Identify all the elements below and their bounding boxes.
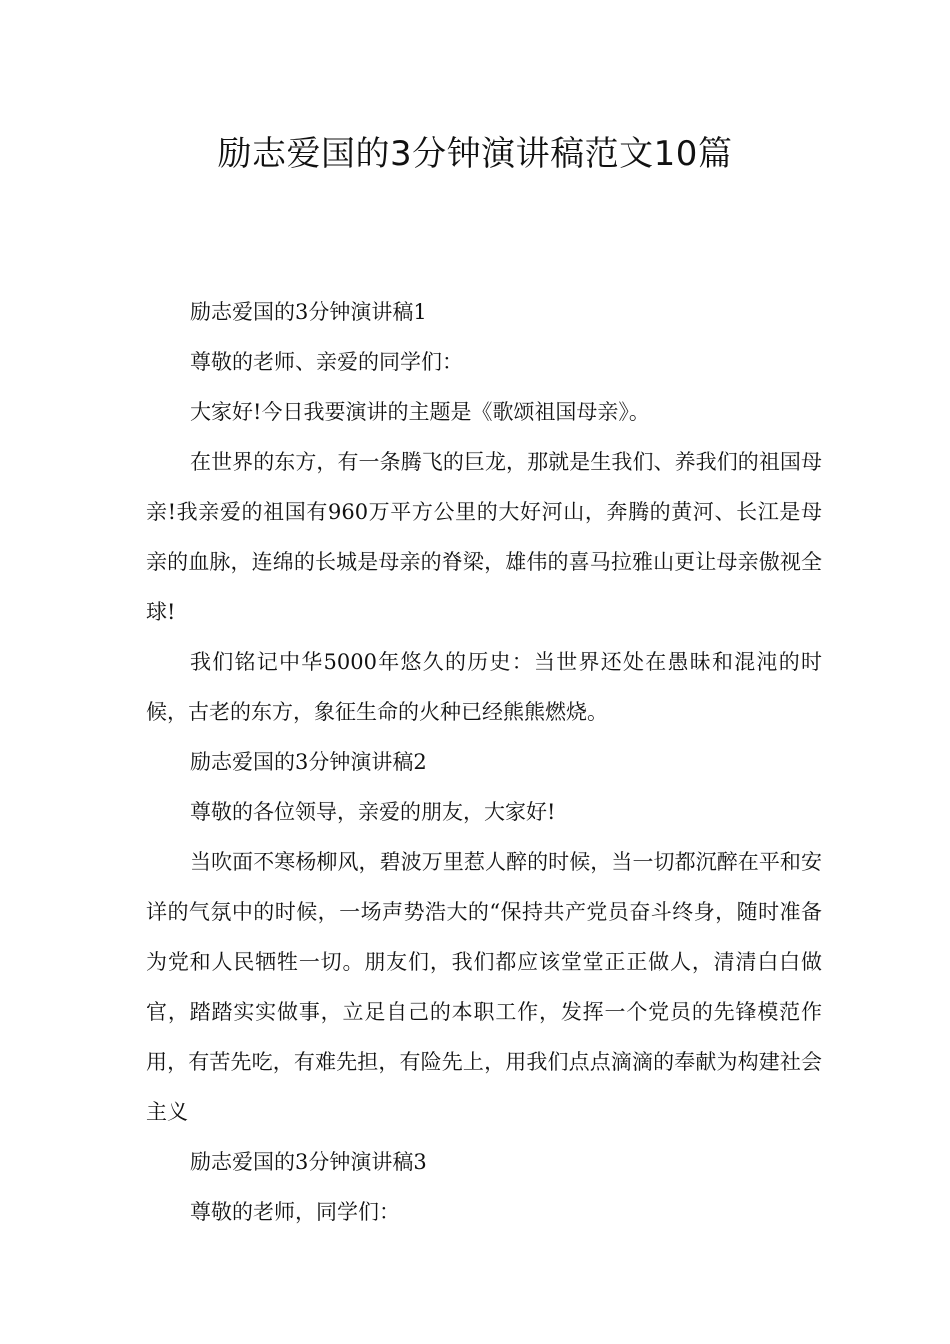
speech-2-salutation: 尊敬的各位领导，亲爱的朋友，大家好! <box>190 800 556 824</box>
speech-3-heading: 励志爱国的3分钟演讲稿3 <box>190 1150 427 1174</box>
speech-2-heading: 励志爱国的3分钟演讲稿2 <box>190 750 427 774</box>
speech-1-salutation: 尊敬的老师、亲爱的同学们： <box>190 350 463 374</box>
speech-1-heading: 励志爱国的3分钟演讲稿1 <box>190 300 427 324</box>
speech-3-salutation: 尊敬的老师，同学们： <box>190 1200 400 1224</box>
document-body <box>146 287 822 1237</box>
speech-2-paragraph: 当吹面不寒杨柳风，碧波万里惹人醉的时候，当一切都沉醉在平和安详的气氛中的时候，一场声势浩大的“保持共产党员奋斗终身，随时准备为党和人民牺牲一切。朋友们，我们都应该堂堂正正做人，清清白白做官，踏踏实实做事，立足自己的本职工作，发挥一个党员的先锋模范作用，有苦先吃，有难先担，有险先上，用我们点点滴滴的奉献为构建社会主义 <box>146 850 822 1124</box>
speech-1-greeting: 大家好!今日我要演讲的主题是《歌颂祖国母亲》。 <box>190 400 650 424</box>
document-title: 励志爱国的3分钟演讲稿范文10篇 <box>217 134 733 174</box>
speech-1-paragraph: 在世界的东方，有一条腾飞的巨龙，那就是生我们、养我们的祖国母亲!我亲爱的祖国有960万平方公里的大好河山，奔腾的黄河、长江是母亲的血脉，连绵的长城是母亲的脊梁，雄伟的喜马拉雅山更让母亲傲视全球! <box>146 450 822 624</box>
speech-1-paragraph: 我们铭记中华5000年悠久的历史：当世界还处在愚昧和混沌的时候，古老的东方，象征生命的火种已经熊熊燃烧。 <box>146 650 822 724</box>
